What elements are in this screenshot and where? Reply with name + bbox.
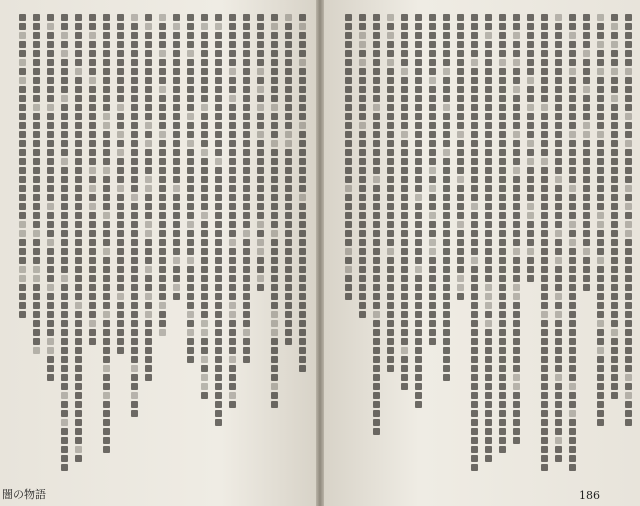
page-number: 186 <box>579 489 600 502</box>
text-column <box>284 14 293 480</box>
text-column <box>200 14 209 480</box>
text-column <box>18 14 27 480</box>
text-column <box>344 14 353 480</box>
right-page <box>324 0 640 506</box>
text-column <box>414 14 423 480</box>
text-column <box>624 14 633 480</box>
text-column <box>88 14 97 480</box>
text-column <box>60 14 69 480</box>
running-title: 闇の物語 <box>2 488 46 501</box>
text-column <box>214 14 223 480</box>
text-column <box>554 14 563 480</box>
text-column <box>74 14 83 480</box>
text-column <box>470 14 479 480</box>
text-column <box>158 14 167 480</box>
text-column <box>526 14 535 480</box>
text-column <box>456 14 465 480</box>
text-column <box>442 14 451 480</box>
text-column <box>186 14 195 480</box>
left-page <box>0 0 316 506</box>
text-column <box>144 14 153 480</box>
text-column <box>172 14 181 480</box>
text-column <box>46 14 55 480</box>
text-column <box>498 14 507 480</box>
text-column <box>372 14 381 480</box>
text-column <box>568 14 577 480</box>
text-column <box>610 14 619 480</box>
book-gutter <box>316 0 324 506</box>
text-column <box>428 14 437 480</box>
text-column <box>484 14 493 480</box>
text-column <box>242 14 251 480</box>
text-column <box>116 14 125 480</box>
text-column <box>130 14 139 480</box>
text-column <box>358 14 367 480</box>
text-column <box>596 14 605 480</box>
text-column <box>386 14 395 480</box>
text-column <box>512 14 521 480</box>
text-column <box>400 14 409 480</box>
text-column <box>32 14 41 480</box>
text-column <box>256 14 265 480</box>
text-column <box>298 14 307 480</box>
text-column <box>582 14 591 480</box>
text-column <box>270 14 279 480</box>
text-column <box>102 14 111 480</box>
text-column <box>540 14 549 480</box>
text-column <box>228 14 237 480</box>
